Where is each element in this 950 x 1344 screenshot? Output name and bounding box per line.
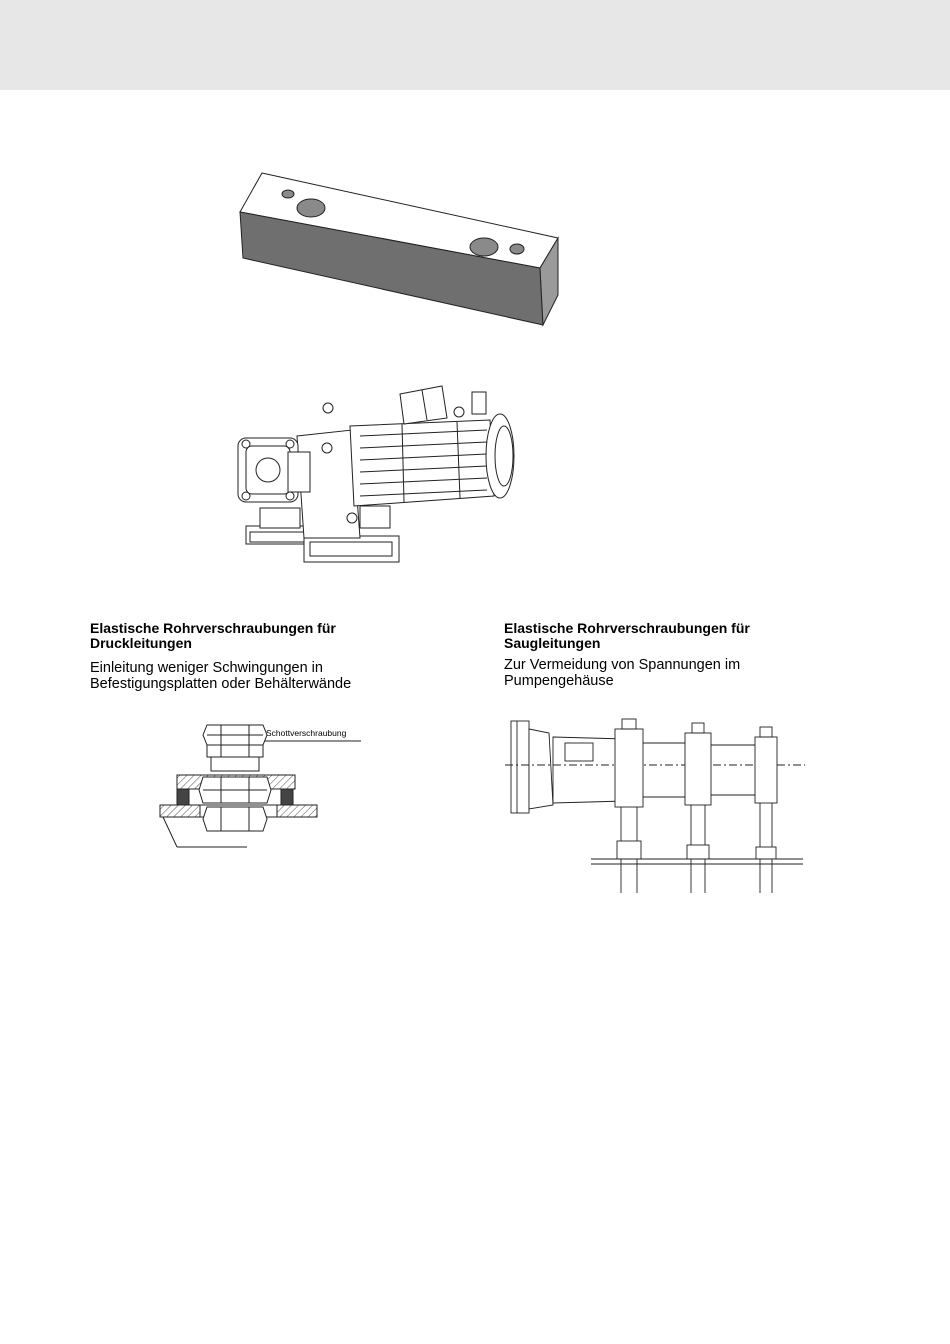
right-title-line2: Saugleitungen — [504, 635, 601, 651]
header-band — [0, 0, 950, 90]
left-title-line2: Druckleitungen — [90, 635, 192, 651]
right-text-line1: Zur Vermeidung von Spannungen im — [504, 657, 741, 673]
suction-line-assembly-figure — [505, 715, 805, 895]
right-section-description — [504, 657, 740, 689]
bulkhead-fitting-label: Schottverschraubung — [266, 728, 347, 738]
bulkhead-fitting-figure — [155, 715, 370, 855]
right-section-title — [504, 621, 750, 651]
mounting-block-figure — [225, 165, 570, 340]
left-section-title — [90, 621, 336, 651]
left-text-line2: Befestigungsplatten oder Behälterwände — [90, 676, 352, 692]
left-title-line1: Elastische Rohrverschraubungen für — [90, 620, 336, 636]
left-section-description — [90, 660, 351, 692]
pump-motor-unit-figure — [232, 378, 522, 566]
right-title-line1: Elastische Rohrverschraubungen für — [504, 620, 750, 636]
right-text-line2: Pumpengehäuse — [504, 673, 614, 689]
left-text-line1: Einleitung weniger Schwingungen in — [90, 660, 323, 676]
